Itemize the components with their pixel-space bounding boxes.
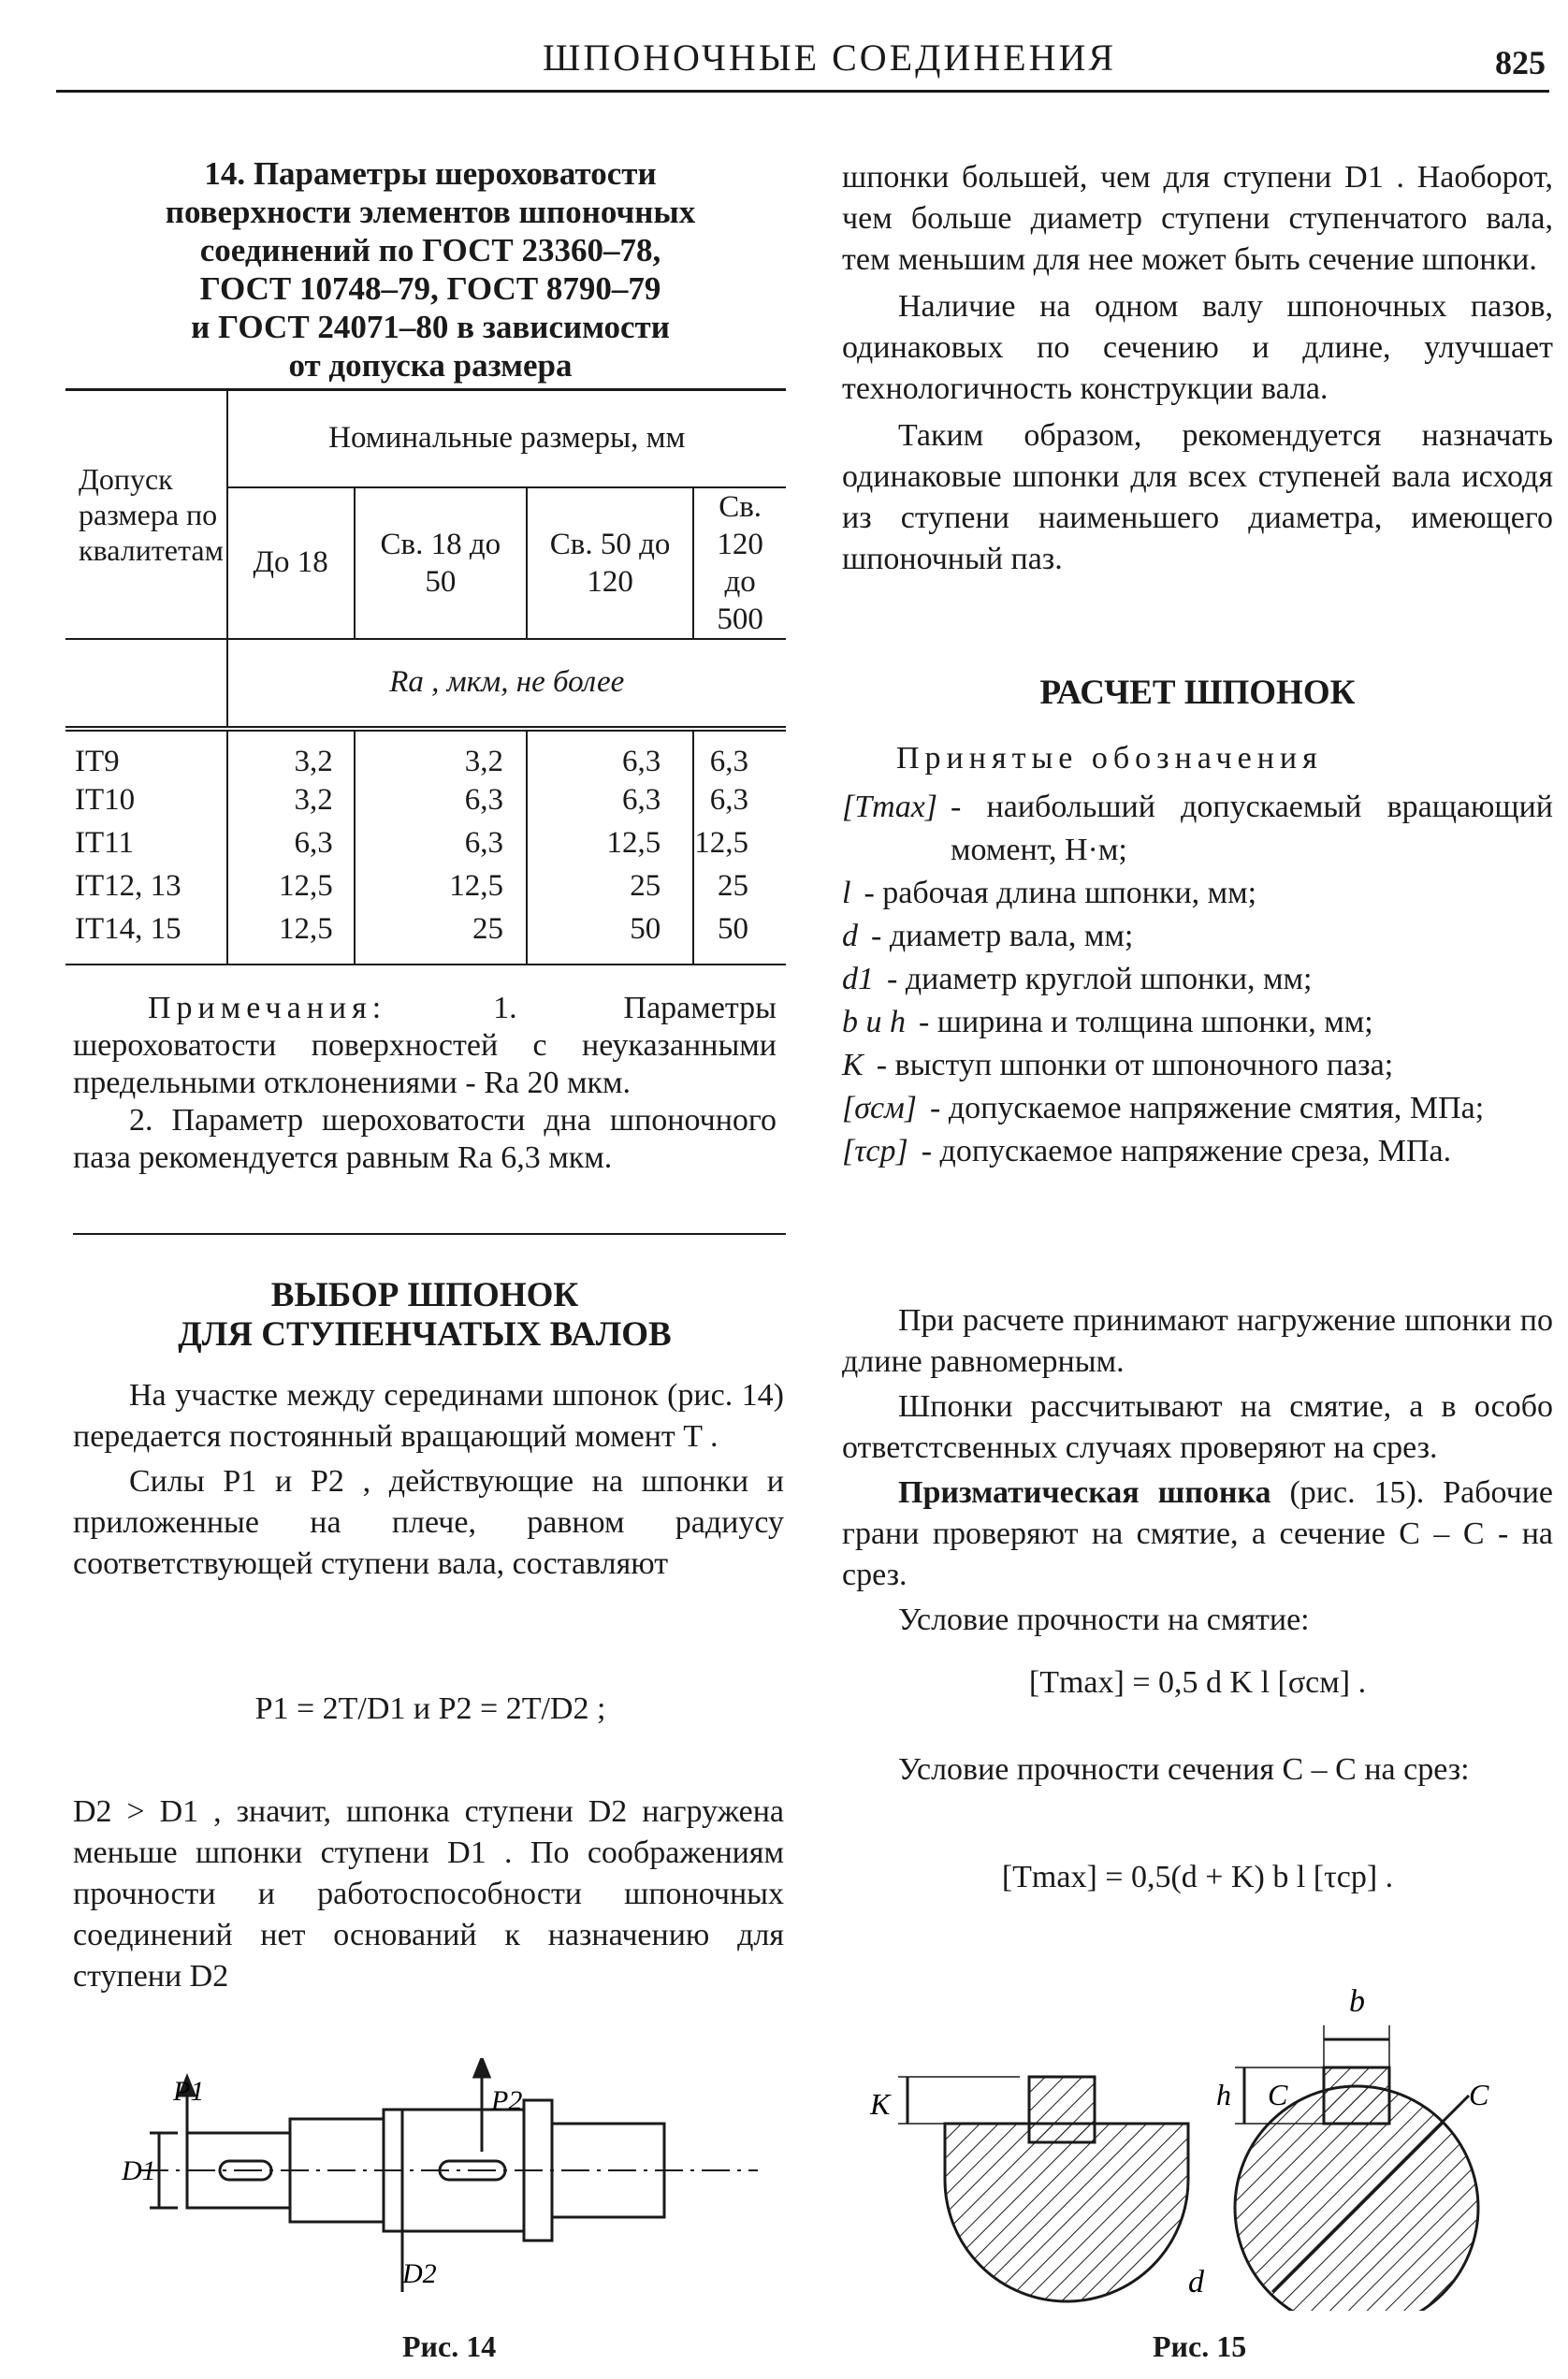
d-label: d — [1188, 2265, 1204, 2299]
d1-label: D1 — [122, 2155, 156, 2186]
paragraph: Силы P1 и P2 , действующие на шпонки и приложенные на плече, равном радиусу соответствующей ступени вала, составляют — [73, 1464, 784, 1581]
paragraph: D2 > D1 , значит, шпонка ступени D2 нагружена меньше шпонки ступени D1 . По соображениям прочности и работоспособности шпоночных соединений нет оснований к назначению для ступени D2 — [73, 1794, 784, 1994]
paragraph: Наличие на одном валу шпоночных пазов, одинаковых по сечению и длине, улучшает технологичность конструкции вала. — [842, 289, 1553, 406]
section-title-line: ДЛЯ СТУПЕНЧАТЫХ ВАЛОВ — [178, 1315, 672, 1354]
k-label: K — [870, 2087, 891, 2121]
paragraph: Призматическая шпонка (рис. 15). Рабочие грани проверяют на смятие, а сечение C – C - на срез. — [842, 1475, 1553, 1592]
cell: 50 — [527, 908, 693, 965]
nominal-size-header: Номинальные размеры, мм — [227, 390, 786, 487]
key-section-figure — [870, 1937, 1544, 2311]
notes-label: Примечания: — [148, 991, 387, 1025]
section1-text — [73, 1375, 784, 1585]
section-title-calc: РАСЧЕТ ШПОНОК — [1039, 674, 1356, 712]
caption-line: поверхности элементов шпоночных — [165, 194, 696, 230]
symbol-row: [Tmax] - наибольший допускаемый вращающий момент, Н·м; — [842, 790, 1553, 867]
row-label: IT14, 15 — [65, 908, 227, 965]
caption-line: 14. Параметры шероховатости — [204, 155, 657, 192]
crush-formula: [Tmax] = 0,5 d K l [σсм] . — [1028, 1665, 1367, 1700]
cell: 12,5 — [527, 822, 693, 865]
section-title-line: ВЫБОР ШПОНОК — [270, 1276, 579, 1314]
stepped-shaft-figure — [122, 2058, 767, 2301]
cell: 6,3 — [227, 822, 355, 865]
cell: 6,3 — [709, 783, 748, 817]
roughness-table — [65, 388, 786, 965]
symbol-row: d1 - диаметр круглой шпонки, мм; — [842, 962, 1313, 996]
cell: 6,3 — [709, 744, 748, 778]
table-caption — [140, 154, 720, 384]
cell: 12,5 — [227, 865, 355, 908]
symbol-row: K - выступ шпонки от шпоночного паза; — [842, 1048, 1394, 1082]
row-label: IT10 — [65, 779, 227, 822]
cell: 25 — [355, 908, 527, 965]
row-label: IT12, 13 — [65, 865, 227, 908]
paragraph: Условие прочности на смятие: — [898, 1603, 1310, 1637]
symbol-row: d - диаметр вала, мм; — [842, 919, 1134, 953]
row-label: IT9 — [65, 729, 227, 779]
cell: 12,5 — [227, 908, 355, 965]
unit-row: Ra , мкм, не более — [227, 639, 786, 729]
b-label: b — [1349, 1984, 1365, 2019]
right-text-3 — [842, 1749, 1553, 1791]
col-header: До 18 — [227, 487, 355, 639]
cell: 12,5 — [355, 865, 527, 908]
symbol-row: [σсм] - допускаемое напряжение смятия, МПа; — [842, 1091, 1485, 1125]
cell: 25 — [718, 869, 748, 903]
col-header: Св. 50 до 120 — [527, 487, 693, 639]
paragraph: шпонки большей, чем для ступени D1 . Наоборот, чем больше диаметр ступени ступенчатого вала, тем меньшим для нее может быть сечение шпонки. — [842, 160, 1553, 277]
force-formula: P1 = 2T/D1 и P2 = 2T/D2 ; — [254, 1691, 606, 1726]
symbol-list — [842, 786, 1553, 1173]
symbol-row: b и h - ширина и толщина шпонки, мм; — [842, 1005, 1373, 1039]
right-text-1 — [842, 157, 1553, 580]
c-label-right: C — [1469, 2078, 1489, 2111]
fig14-caption: Рис. 14 — [402, 2329, 497, 2363]
running-title: ШПОНОЧНЫЕ СОЕДИНЕНИЯ — [543, 36, 1117, 79]
prismatic-key-term: Призматическая шпонка — [898, 1475, 1271, 1510]
blank-cell — [65, 639, 227, 729]
paragraph: Условие прочности сечения C – C на срез: — [898, 1752, 1470, 1787]
cell: 6,3 — [527, 729, 693, 779]
cell: 25 — [527, 865, 693, 908]
caption-line: соединений по ГОСТ 23360–78, — [199, 232, 661, 268]
cell: 3,2 — [227, 779, 355, 822]
d2-label: D2 — [402, 2258, 437, 2289]
notation-title: Принятые обозначения — [896, 741, 1323, 776]
section-title — [73, 1276, 777, 1355]
paragraph: При расчете принимают нагружение шпонки по длине равномерным. — [842, 1303, 1553, 1379]
cell: 3,2 — [227, 729, 355, 779]
row-label: IT11 — [65, 822, 227, 865]
page-number: 825 — [1495, 44, 1546, 81]
cell: 6,3 — [355, 822, 527, 865]
cell: 6,3 — [527, 779, 693, 822]
note-2: 2. Параметр шероховатости дна шпоночного паза рекомендуется равным Ra 6,3 мкм. — [73, 1103, 777, 1175]
p1-label: P1 — [173, 2076, 205, 2107]
table-notes — [73, 990, 777, 1177]
tolerance-header: Допуск размера по квалитетам — [65, 390, 227, 639]
caption-line: от допуска размера — [288, 347, 573, 384]
cell: 50 — [693, 908, 786, 965]
c-label-left: C — [1268, 2078, 1288, 2111]
cell: 6,3 — [355, 779, 527, 822]
col-header: Св. 18 до 50 — [355, 487, 527, 639]
caption-line: ГОСТ 10748–79, ГОСТ 8790–79 — [199, 270, 661, 307]
shear-formula: [Tmax] = 0,5(d + K) b l [τср] . — [1001, 1860, 1394, 1894]
h-label: h — [1216, 2078, 1231, 2111]
symbol-row: l - рабочая длина шпонки, мм; — [842, 876, 1257, 910]
section1-text-2 — [73, 1792, 784, 1997]
cell: 12,5 — [694, 826, 748, 860]
symbol-row: [τср] - допускаемое напряжение среза, МПа. — [842, 1134, 1452, 1168]
right-text-2 — [842, 1300, 1553, 1641]
paragraph: Шпонки рассчитывают на смятие, а в особо ответстсвенных случаях проверяют на срез. — [842, 1389, 1553, 1465]
p2-label: P2 — [491, 2085, 523, 2116]
header-rule — [56, 90, 1549, 93]
caption-line: и ГОСТ 24071–80 в зависимости — [191, 309, 670, 345]
paragraph: Таким образом, рекомендуется назначать одинаковые шпонки для всех ступеней вала исходя из ступени наименьшего диаметра, имеющего шпоночный паз. — [842, 418, 1553, 576]
note-1: 1. Параметры шероховатости поверхностей с неуказанными предельными отклонениями - Ra 20 мкм. — [73, 991, 777, 1100]
cell: 3,2 — [355, 729, 527, 779]
paragraph: На участке между серединами шпонок (рис. 14) передается постоянный вращающий момент T . — [73, 1378, 784, 1454]
section-rule — [73, 1233, 786, 1235]
col-header: Св. 120 до 500 — [693, 487, 786, 639]
fig15-caption: Рис. 15 — [1153, 2329, 1247, 2363]
